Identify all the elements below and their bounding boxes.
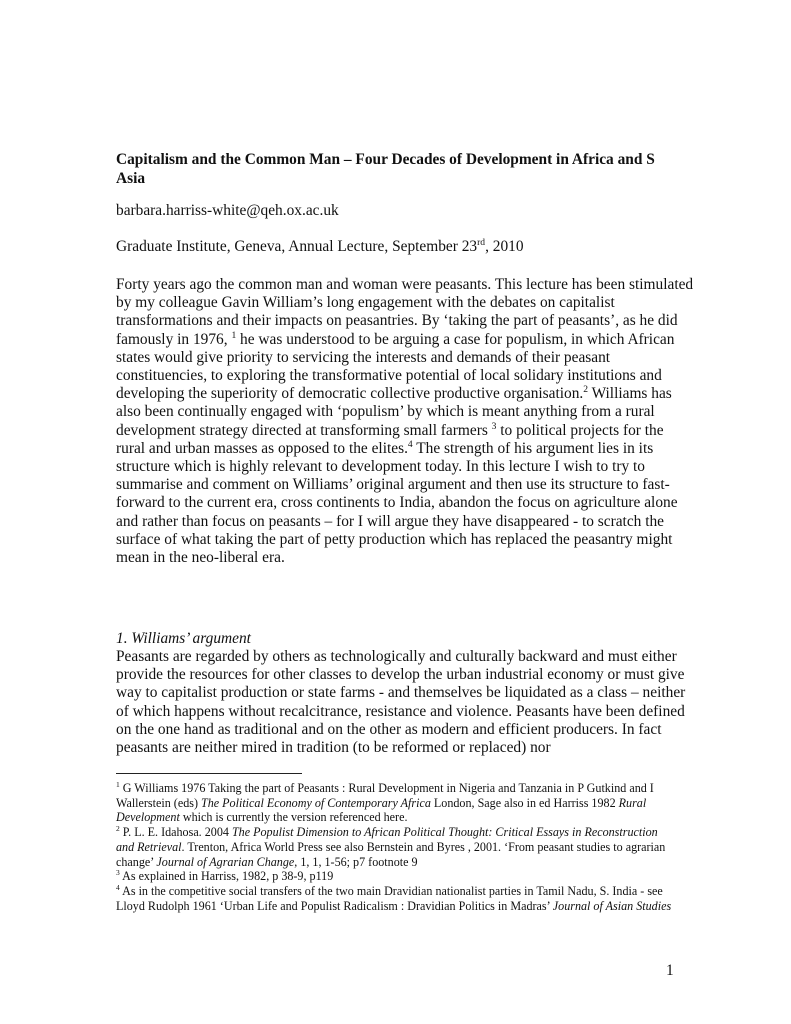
footnote-ref-3: 3 bbox=[491, 420, 497, 432]
intro-text-2: he was understood to be arguing a case for populism, in which African states would give priority to servicing the interests and demands of their peasant constituencies, to exploring the transformative potential of local solidary institutions and developing the superiority of democratic collective productive organisation. bbox=[116, 330, 675, 403]
footnote-text: As explained in Harriss, 1982, p 38-9, p119 bbox=[119, 869, 334, 884]
footnote-divider bbox=[116, 773, 302, 774]
intro-text-4: to political projects for the rural and urban masses as opposed to the elites. bbox=[116, 421, 664, 457]
footnote-text: P. L. E. Idahosa. 2004 bbox=[119, 825, 232, 840]
footnote-italic: The Political Economy of Contemporary Africa bbox=[201, 795, 431, 810]
footnote-ref-4: 4 bbox=[407, 438, 413, 450]
footnote-italic: Rural Development bbox=[116, 795, 647, 825]
footnote-text: . Trenton, Africa World Press see also Bernstein and Byres , 2001. ‘From peasant studies to agrarian change’ bbox=[116, 839, 666, 869]
venue-date-suffix: rd bbox=[477, 236, 486, 248]
footnote-1 bbox=[116, 781, 676, 825]
footnote-number: 3 bbox=[116, 868, 120, 878]
footnote-4 bbox=[116, 884, 676, 913]
intro-text-3: Williams has also been continually engaged with ‘populism’ by which is meant anything from a rural development strategy directed at transforming small farmers bbox=[116, 385, 672, 439]
footnote-ref-1: 1 bbox=[231, 329, 237, 341]
page-number: 1 bbox=[666, 962, 674, 979]
footnote-italic: Journal of Agrarian Change bbox=[156, 854, 295, 869]
venue-year: , 2010 bbox=[485, 238, 524, 255]
footnote-2 bbox=[116, 825, 676, 869]
lecture-venue bbox=[116, 237, 524, 256]
footnote-text: , 1, 1, 1-56; p7 footnote 9 bbox=[294, 854, 418, 869]
footnote-text: which is currently the version referenced here. bbox=[179, 810, 408, 825]
footnote-italic: Journal of Asian Studies bbox=[552, 898, 672, 913]
footnote-3 bbox=[116, 869, 676, 884]
intro-text-5: The strength of his argument lies in its structure which is highly relevant to development today. In this lecture I wish to try to summarise and comment on Williams’ original argument and then use its structure to fast-forward to the current era, cross continents to India, abandon the focus on agriculture alone and rather than focus on peasants – for I will argue they have disappeared - to scratch the surface of what taking the part of petty production which has replaced the peasantry might mean in the neo-liberal era. bbox=[116, 439, 678, 567]
footnote-text: As in the competitive social transfers of the two main Dravidian nationalist parties in Tamil Nadu, S. India - see Lloyd Rudolph 1961 ‘Urban Life and Populist Radicalism : Dravidian Politics in Madras’ bbox=[116, 883, 663, 913]
footnote-number: 2 bbox=[116, 824, 120, 834]
footnote-text: G Williams 1976 Taking the part of Peasants : Rural Development in Nigeria and Tanzania in P Gutkind and I Wallerstein (eds) bbox=[116, 781, 654, 810]
footnote-ref-2: 2 bbox=[583, 384, 589, 396]
author-email: barbara.harriss-white@qeh.ox.ac.uk bbox=[116, 202, 339, 219]
intro-paragraph bbox=[116, 276, 696, 567]
footnote-italic: The Populist Dimension to African Political Thought: Critical Essays in Reconstruction and Retrieval bbox=[116, 825, 658, 854]
section-heading: 1. Williams’ argument bbox=[116, 630, 251, 647]
footnote-number: 1 bbox=[116, 779, 120, 789]
paper-title: Capitalism and the Common Man – Four Decades of Development in Africa and S Asia bbox=[116, 151, 655, 187]
footnote-number: 4 bbox=[116, 882, 120, 892]
footnotes bbox=[116, 781, 676, 913]
intro-text-1: Forty years ago the common man and woman were peasants. This lecture has been stimulated by my colleague Gavin William’s long engagement with the debates on capitalist transformations and their impacts on peasantries. By ‘taking the part of peasants’, as he did famously in 1976, bbox=[116, 276, 694, 348]
footnote-text: London, Sage also in ed Harriss 1982 bbox=[430, 795, 619, 810]
venue-text: Graduate Institute, Geneva, Annual Lecture, September 23 bbox=[116, 238, 478, 255]
section-paragraph: Peasants are regarded by others as technologically and culturally backward and must either provide the resources for other classes to develop the urban industrial economy or must give way to capitalist production or state farms - and themselves be liquidated as a class – neither of which happens without recalcitrance, resistance and violence. Peasants have been defined on the one hand as traditional and on the other as modern and efficient producers. In fact peasants are neither mired in tradition (to be reformed or replaced) nor bbox=[116, 648, 686, 757]
